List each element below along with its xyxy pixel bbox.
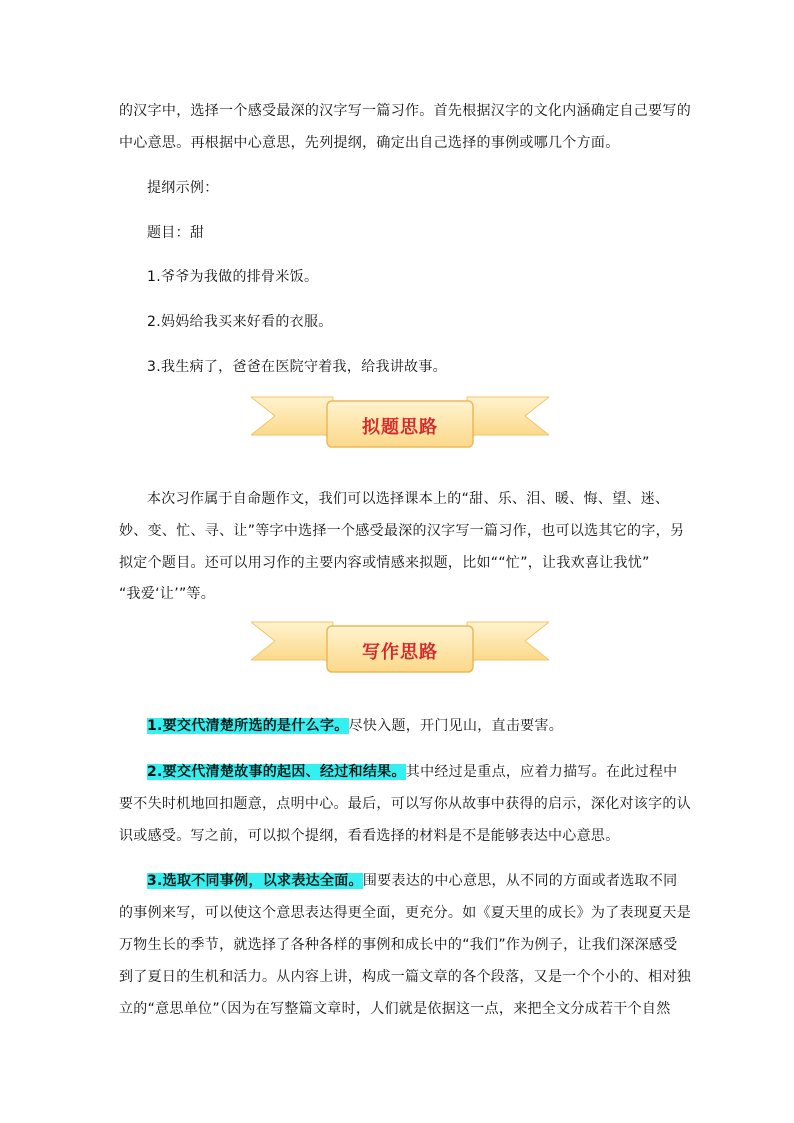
banner-title-idea-label: 拟题思路 bbox=[362, 417, 438, 438]
writing-point-2-text: 其中经过是重点，应着力描写。在此过程中 bbox=[405, 764, 678, 780]
section-banner-title-idea bbox=[251, 395, 549, 453]
title-line-3: 拟定个题目。还可以用习作的主要内容或情感来拟题，比如““忙”，让我欢喜让我忧” bbox=[119, 555, 650, 571]
outline-item-1: 1.爷爷为我做的排骨米饭。 bbox=[147, 269, 319, 285]
title-line-4: “我爱‘让’”等。 bbox=[119, 586, 216, 602]
writing-point-2-highlight: 2.要交代清楚故事的起因、经过和结果。 bbox=[147, 764, 406, 780]
writing-point-1-text: 尽快入题，开门见山，直击要害。 bbox=[348, 718, 564, 734]
writing-point-3-text: 围要表达的中心意思，从不同的方面或者选取不同 bbox=[362, 873, 678, 889]
writing-point-2-line-3: 识或感受。写之前，可以拟个提纲，看看选择的材料是不是能够表达中心意思。 bbox=[119, 828, 620, 844]
writing-point-2-line-2: 要不失时机地回扣题意，点明中心。最后，可以写你从故事中获得的启示，深化对该字的认 bbox=[119, 796, 691, 812]
writing-point-3 bbox=[147, 871, 707, 891]
intro-line-2: 中心意思。再根据中心意思，先列提纲，确定出自己选择的事例或哪几个方面。 bbox=[119, 135, 620, 151]
section-banner-writing-idea bbox=[251, 620, 549, 678]
intro-line-1: 的汉字中，选择一个感受最深的汉字写一篇习作。首先根据汉字的文化内涵确定自己要写的 bbox=[119, 103, 691, 119]
writing-point-2 bbox=[147, 762, 707, 782]
banner-writing-idea-label: 写作思路 bbox=[362, 642, 438, 663]
outline-heading: 提纲示例： bbox=[147, 180, 219, 196]
writing-point-3-line-3: 万物生长的季节，就选择了各种各样的事例和成长中的“我们”作为例子，让我们深深感受 bbox=[119, 937, 678, 953]
outline-topic: 题目：甜 bbox=[147, 225, 205, 241]
writing-point-1-highlight: 1.要交代清楚所选的是什么字。 bbox=[147, 718, 349, 734]
outline-item-2: 2.妈妈给我买来好看的衣服。 bbox=[147, 314, 333, 330]
title-line-2: 妙、变、忙、寻、让”等字中选择一个感受最深的汉字写一篇习作，也可以选其它的字，另 bbox=[119, 523, 685, 539]
title-line-1: 本次习作属于自命题作文，我们可以选择课本上的“甜、乐、泪、暖、悔、望、迷、 bbox=[147, 491, 670, 507]
writing-point-3-line-2: 的事例来写，可以使这个意思表达得更全面，更充分。如《夏天里的成长》为了表现夏天是 bbox=[119, 905, 691, 921]
writing-point-1 bbox=[147, 716, 707, 736]
outline-item-3: 3.我生病了，爸爸在医院守着我，给我讲故事。 bbox=[147, 359, 447, 375]
writing-point-3-line-5: 立的“意思单位”（因为在写整篇文章时，人们就是依据这一点，来把全文分成若干个自然 bbox=[119, 1001, 671, 1017]
writing-point-3-highlight: 3.选取不同事例，以求表达全面。 bbox=[147, 873, 363, 889]
writing-point-3-line-4: 到了夏日的生机和活力。从内容上讲，构成一篇文章的各个段落，又是一个个小的、相对独 bbox=[119, 969, 691, 985]
